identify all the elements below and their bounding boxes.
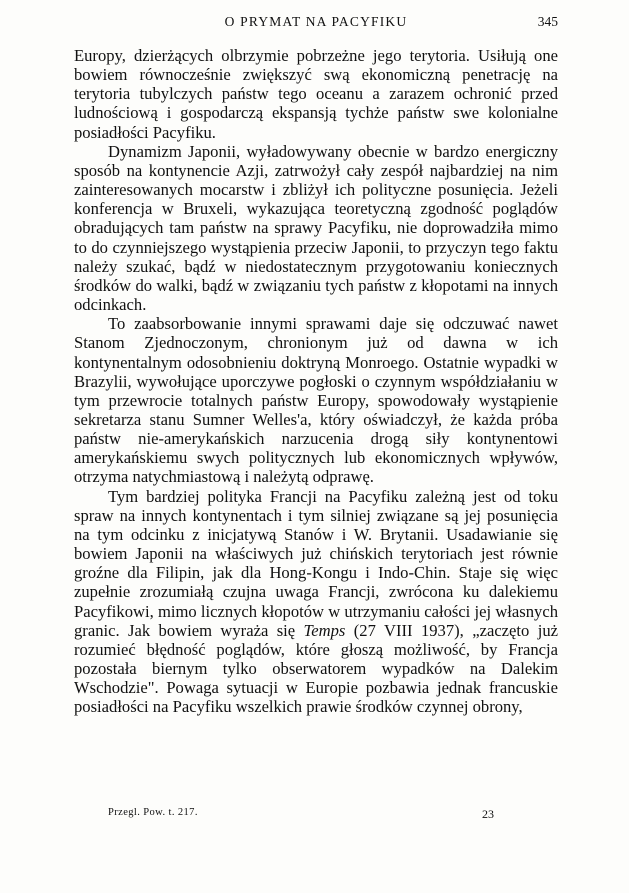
- printer-signature: Przegl. Pow. t. 217.: [108, 807, 198, 818]
- page-number: 345: [537, 14, 558, 29]
- paragraph-text-after: (27 VIII 1937), „zaczęto już rozumieć błędność poglądów, które głoszą możliwość, by Francja pozostała biernym tylko obserwatorem wypadków na Dalekim Wschodzie". Powaga sytuacji w Europie pozbawia jednak francuskie posiadłości na Pacyfiku wszelkich prawie środków czynnej obrony,: [74, 620, 558, 717]
- paragraph-text-before: Tym bardziej polityka Francji na Pacyfiku zależną jest od toku spraw na innych kontynentach i tym silniej związane są jej posunięcia na tym odcinku z inicjatywą Stanów i W. Brytanii. Usadawianie się bowiem Japonii na właściwych już chińskich terytoriach jest równie groźne dla Filipin, jak dla Hong-Kongu i Indo-Chin. Staje się więc zupełnie zrozumiałą czujna uwaga Francji, zwrócona ku dalekiemu Pacyfikowi, mimo licznych kłopotów w utrzymaniu całości jej własnych granic. Jak bowiem wyraża się: [74, 486, 558, 640]
- body-text: [74, 46, 558, 716]
- running-title: O PRYMAT NA PACYFIKU: [224, 14, 408, 29]
- paragraph-continued: Europy, dzierżących olbrzymie pobrzeżne jego terytoria. Usiłują one bowiem równocześnie zwiększyć swą ekonomiczną penetrację na terytoria tubylczych państw tego oceanu a zarazem ochronić przed ludnościową i gospodarczą ekspansją tychże państw swe kolonialne posiadłości Pacyfiku.: [74, 46, 558, 142]
- sheet-number: 23: [482, 807, 494, 821]
- paragraph-japan-dynamism: Dynamizm Japonii, wyładowywany obecnie w bardzo energiczny sposób na kontynencie Azji, zatrwożył cały zespół najbardziej na nim zainteresowanych mocarstw i zbliżył ich polityczne posunięcia. Jeżeli konferencja w Bruxeli, wykazująca teoretyczną zgodność poglądów obradujących tam państw na sprawy Pacyfiku, nie doprowadziła mimo to do czynniejszego wystąpienia przeciw Japonii, to przyczyn tego faktu należy szukać, bądź w niedostatecznym przygotowaniu koniecznych środków do walki, bądź w związaniu tych państw z kłopotami na innych odcinkach.: [74, 141, 558, 315]
- newspaper-title: Temps: [303, 620, 346, 640]
- running-head: [74, 14, 558, 38]
- paragraph-united-states: To zaabsorbowanie innymi sprawami daje się odczuwać nawet Stanom Zjednoczonym, chronionym już od dawna w ich kontynentalnym odosobnieniu doktryną Monroego. Ostatnie wypadki w Brazylii, wywołujące uporczywe pogłoski o czynnym współdziałaniu w tym przewrocie totalnych państw Europy, spowodowały wystąpienie sekretarza stanu Sumner Welles'a, który oświadczył, że każda próba państw nie-amerykańskich narzucenia drogą siły kontynentowi amerykańskiemu swych politycznych lub ekonomicznych wpływów, otrzyma natychmiastową i należytą odprawę.: [74, 314, 558, 487]
- paragraph-france-pacific: [74, 487, 558, 717]
- page-footer: [74, 807, 558, 825]
